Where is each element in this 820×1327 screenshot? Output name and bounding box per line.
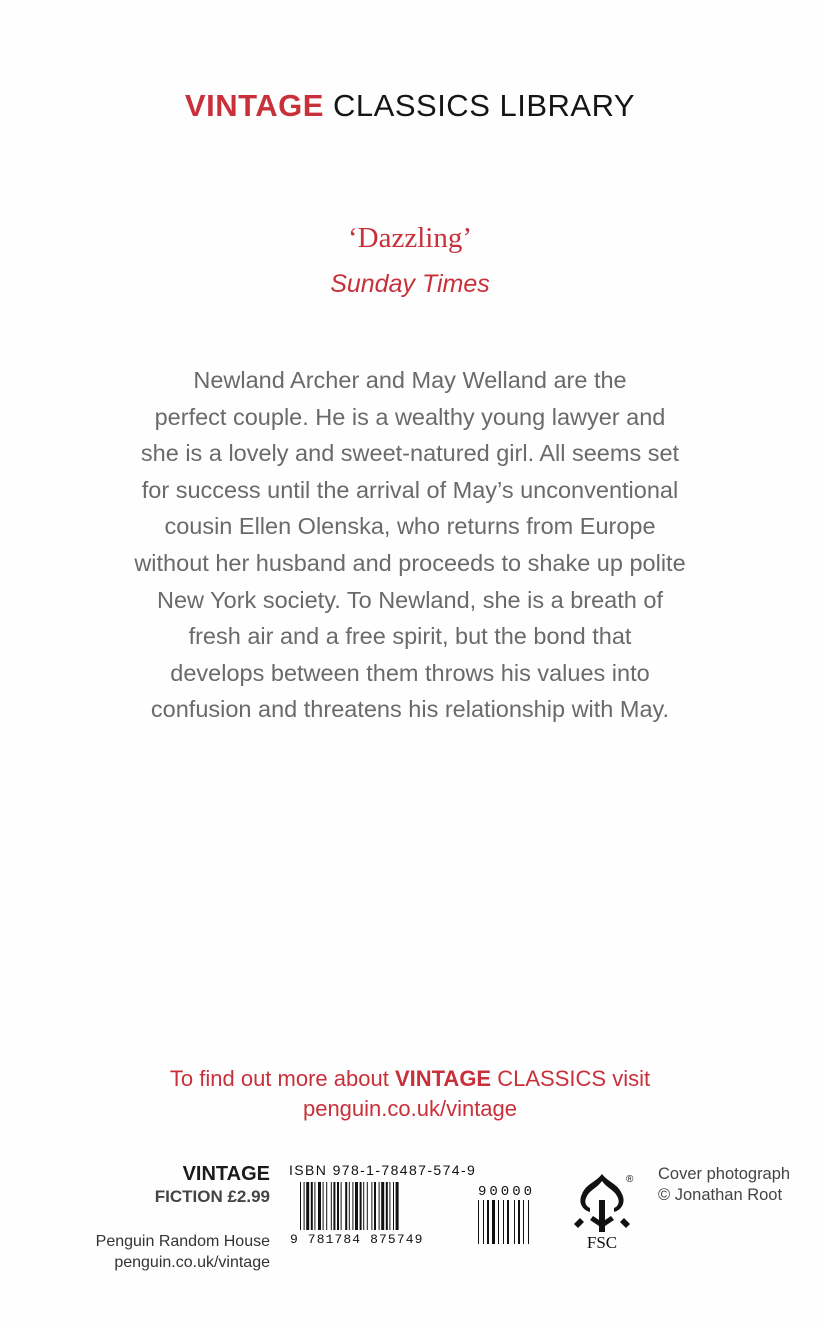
blurb-line: cousin Ellen Olenska, who returns from Europe	[164, 513, 656, 540]
more-url-link[interactable]: penguin.co.uk/vintage	[302, 1096, 518, 1121]
review-source: Sunday Times	[330, 270, 490, 298]
fsc-label: FSC	[586, 1233, 618, 1250]
credit-photographer: © Jonathan Root	[658, 1186, 783, 1204]
publisher-url-link[interactable]: penguin.co.uk/vintage	[114, 1254, 270, 1271]
series-name: CLASSICS LIBRARY	[333, 88, 636, 123]
price-label: FICTION £2.99	[154, 1187, 270, 1206]
series-title	[0, 88, 820, 124]
blurb-line: Newland Archer and May Welland are the	[193, 367, 627, 393]
more-classics: CLASSICS	[497, 1066, 607, 1091]
more-suffix: visit	[612, 1066, 651, 1091]
blurb-line: develops between them throws his values into	[170, 659, 650, 686]
fsc-tree-icon	[566, 1168, 638, 1250]
review-quote: ‘Dazzling’	[348, 222, 472, 254]
blurb-line: for success until the arrival of May’s unconventional	[141, 476, 679, 503]
blurb	[100, 362, 720, 728]
more-prefix: To find out more about	[169, 1066, 389, 1091]
blurb-line: New York society. To Newland, she is a breath of	[157, 586, 663, 613]
cover-credit	[658, 1164, 790, 1206]
fsc-mark: ®	[626, 1174, 634, 1185]
credit-line: Cover photograph	[658, 1165, 791, 1183]
addon-digits: 90000	[478, 1184, 536, 1200]
price-block	[100, 1162, 270, 1208]
blurb-line: fresh air and a free spirit, but the bond that	[188, 623, 632, 650]
more-info	[0, 1064, 820, 1124]
series-brand: VINTAGE	[184, 88, 324, 123]
barcode-digits: 9 781784 875749	[290, 1232, 424, 1246]
blurb-line: without her husband and proceeds to shake up polite	[134, 549, 686, 576]
publisher-name: Penguin Random House	[95, 1233, 270, 1250]
imprint-label: VINTAGE	[182, 1163, 270, 1185]
barcode	[290, 1180, 460, 1246]
more-info-line	[0, 1064, 820, 1094]
isbn-label: ISBN 978-1-78487-574-9	[289, 1162, 477, 1178]
more-brand: VINTAGE	[394, 1066, 492, 1091]
addon-barcode	[476, 1200, 552, 1244]
blurb-line: she is a lovely and sweet-natured girl. All seems set	[140, 440, 680, 467]
blurb-line: confusion and threatens his relationship with May.	[150, 696, 670, 723]
publisher-block	[40, 1231, 270, 1273]
blurb-line: perfect couple. He is a wealthy young lawyer and	[154, 403, 666, 430]
